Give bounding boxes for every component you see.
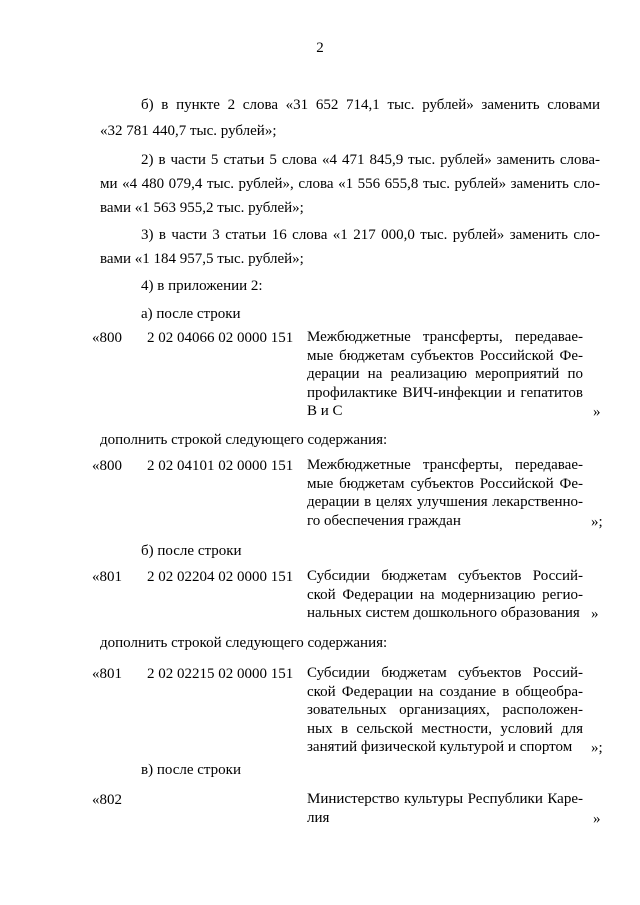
- row-admin-code: «802: [92, 792, 122, 808]
- row-description-line: занятий физической культурой и спортом: [307, 739, 573, 755]
- page-number: 2: [316, 40, 324, 56]
- row-description-line: мые бюджетам субъектов Российской Фе-: [307, 347, 583, 364]
- row-description-line: мые бюджетам субъектов Российской Фе-: [307, 475, 583, 492]
- row-budget-code: 2 02 04101 02 0000 151: [147, 458, 294, 474]
- row-closing-quote: »: [593, 810, 601, 827]
- row-description-line: лия: [307, 809, 330, 826]
- row-closing-quote: »: [593, 404, 601, 420]
- row-admin-code: «800: [92, 330, 122, 346]
- subitem-v: в) после строки: [141, 762, 241, 778]
- row-description-line: Субсидии бюджетам субъектов Россий-: [307, 665, 583, 681]
- row-description-line: ных в сельской местности, условий для: [307, 720, 583, 737]
- row-description-line: дерации в целях улучшения лекарственно-: [307, 494, 583, 510]
- row-closing-quote: »: [591, 606, 599, 622]
- row-budget-code: 2 02 02204 02 0000 151: [147, 569, 294, 585]
- subitem-b: б) после строки: [141, 543, 242, 559]
- row-description-line: Межбюджетные трансферты, передавае-: [307, 457, 583, 473]
- row-description-line: Субсидии бюджетам субъектов Россий-: [307, 568, 583, 584]
- row-description-line: го обеспечения граждан: [307, 512, 461, 529]
- paragraph-3-line-2: вами «1 184 957,5 тыс. рублей»;: [100, 251, 304, 267]
- row-description-line: Министерство культуры Республики Каре-: [307, 791, 583, 807]
- paragraph-b-line-2: «32 781 440,7 тыс. рублей»;: [100, 123, 277, 139]
- row-budget-code: 2 02 04066 02 0000 151: [147, 330, 294, 346]
- row-closing-quote: »;: [591, 740, 603, 756]
- row-description-line: нальных систем дошкольного образования: [307, 605, 580, 621]
- row-admin-code: «800: [92, 458, 122, 474]
- paragraph-3-line-1: 3) в части 3 статьи 16 слова «1 217 000,0 тыс. рублей» заменить сло-: [141, 227, 600, 243]
- row-closing-quote: »;: [591, 513, 603, 530]
- row-budget-code: 2 02 02215 02 0000 151: [147, 666, 294, 682]
- row-description-line: зовательных организациях, расположен-: [307, 702, 583, 718]
- paragraph-4: 4) в приложении 2:: [141, 278, 263, 294]
- subitem-a: а) после строки: [141, 306, 241, 322]
- row-description-line: дерации на реализацию мероприятий по: [307, 366, 583, 382]
- row-description-line: В и С: [307, 403, 343, 419]
- row-description-line: Межбюджетные трансферты, передавае-: [307, 329, 583, 345]
- add-row-instruction-2: дополнить строкой следующего содержания:: [100, 635, 388, 651]
- row-description-line: ской Федерации на модернизацию регио-: [307, 586, 583, 603]
- row-description-line: профилактике ВИЧ-инфекции и гепатитов: [307, 384, 583, 401]
- add-row-instruction-1: дополнить строкой следующего содержания:: [100, 432, 388, 448]
- paragraph-b-line-1: б) в пункте 2 слова «31 652 714,1 тыс. рублей» заменить словами: [141, 97, 600, 113]
- row-description-line: ской Федерации на создание в общеобра-: [307, 683, 583, 700]
- paragraph-2-line-1: 2) в части 5 статьи 5 слова «4 471 845,9 тыс. рублей» заменить слова-: [141, 152, 600, 168]
- row-admin-code: «801: [92, 666, 122, 682]
- row-admin-code: «801: [92, 569, 122, 585]
- paragraph-2-line-2: ми «4 480 079,4 тыс. рублей», слова «1 556 655,8 тыс. рублей» заменить сло-: [100, 176, 600, 192]
- paragraph-2-line-3: вами «1 563 955,2 тыс. рублей»;: [100, 200, 304, 216]
